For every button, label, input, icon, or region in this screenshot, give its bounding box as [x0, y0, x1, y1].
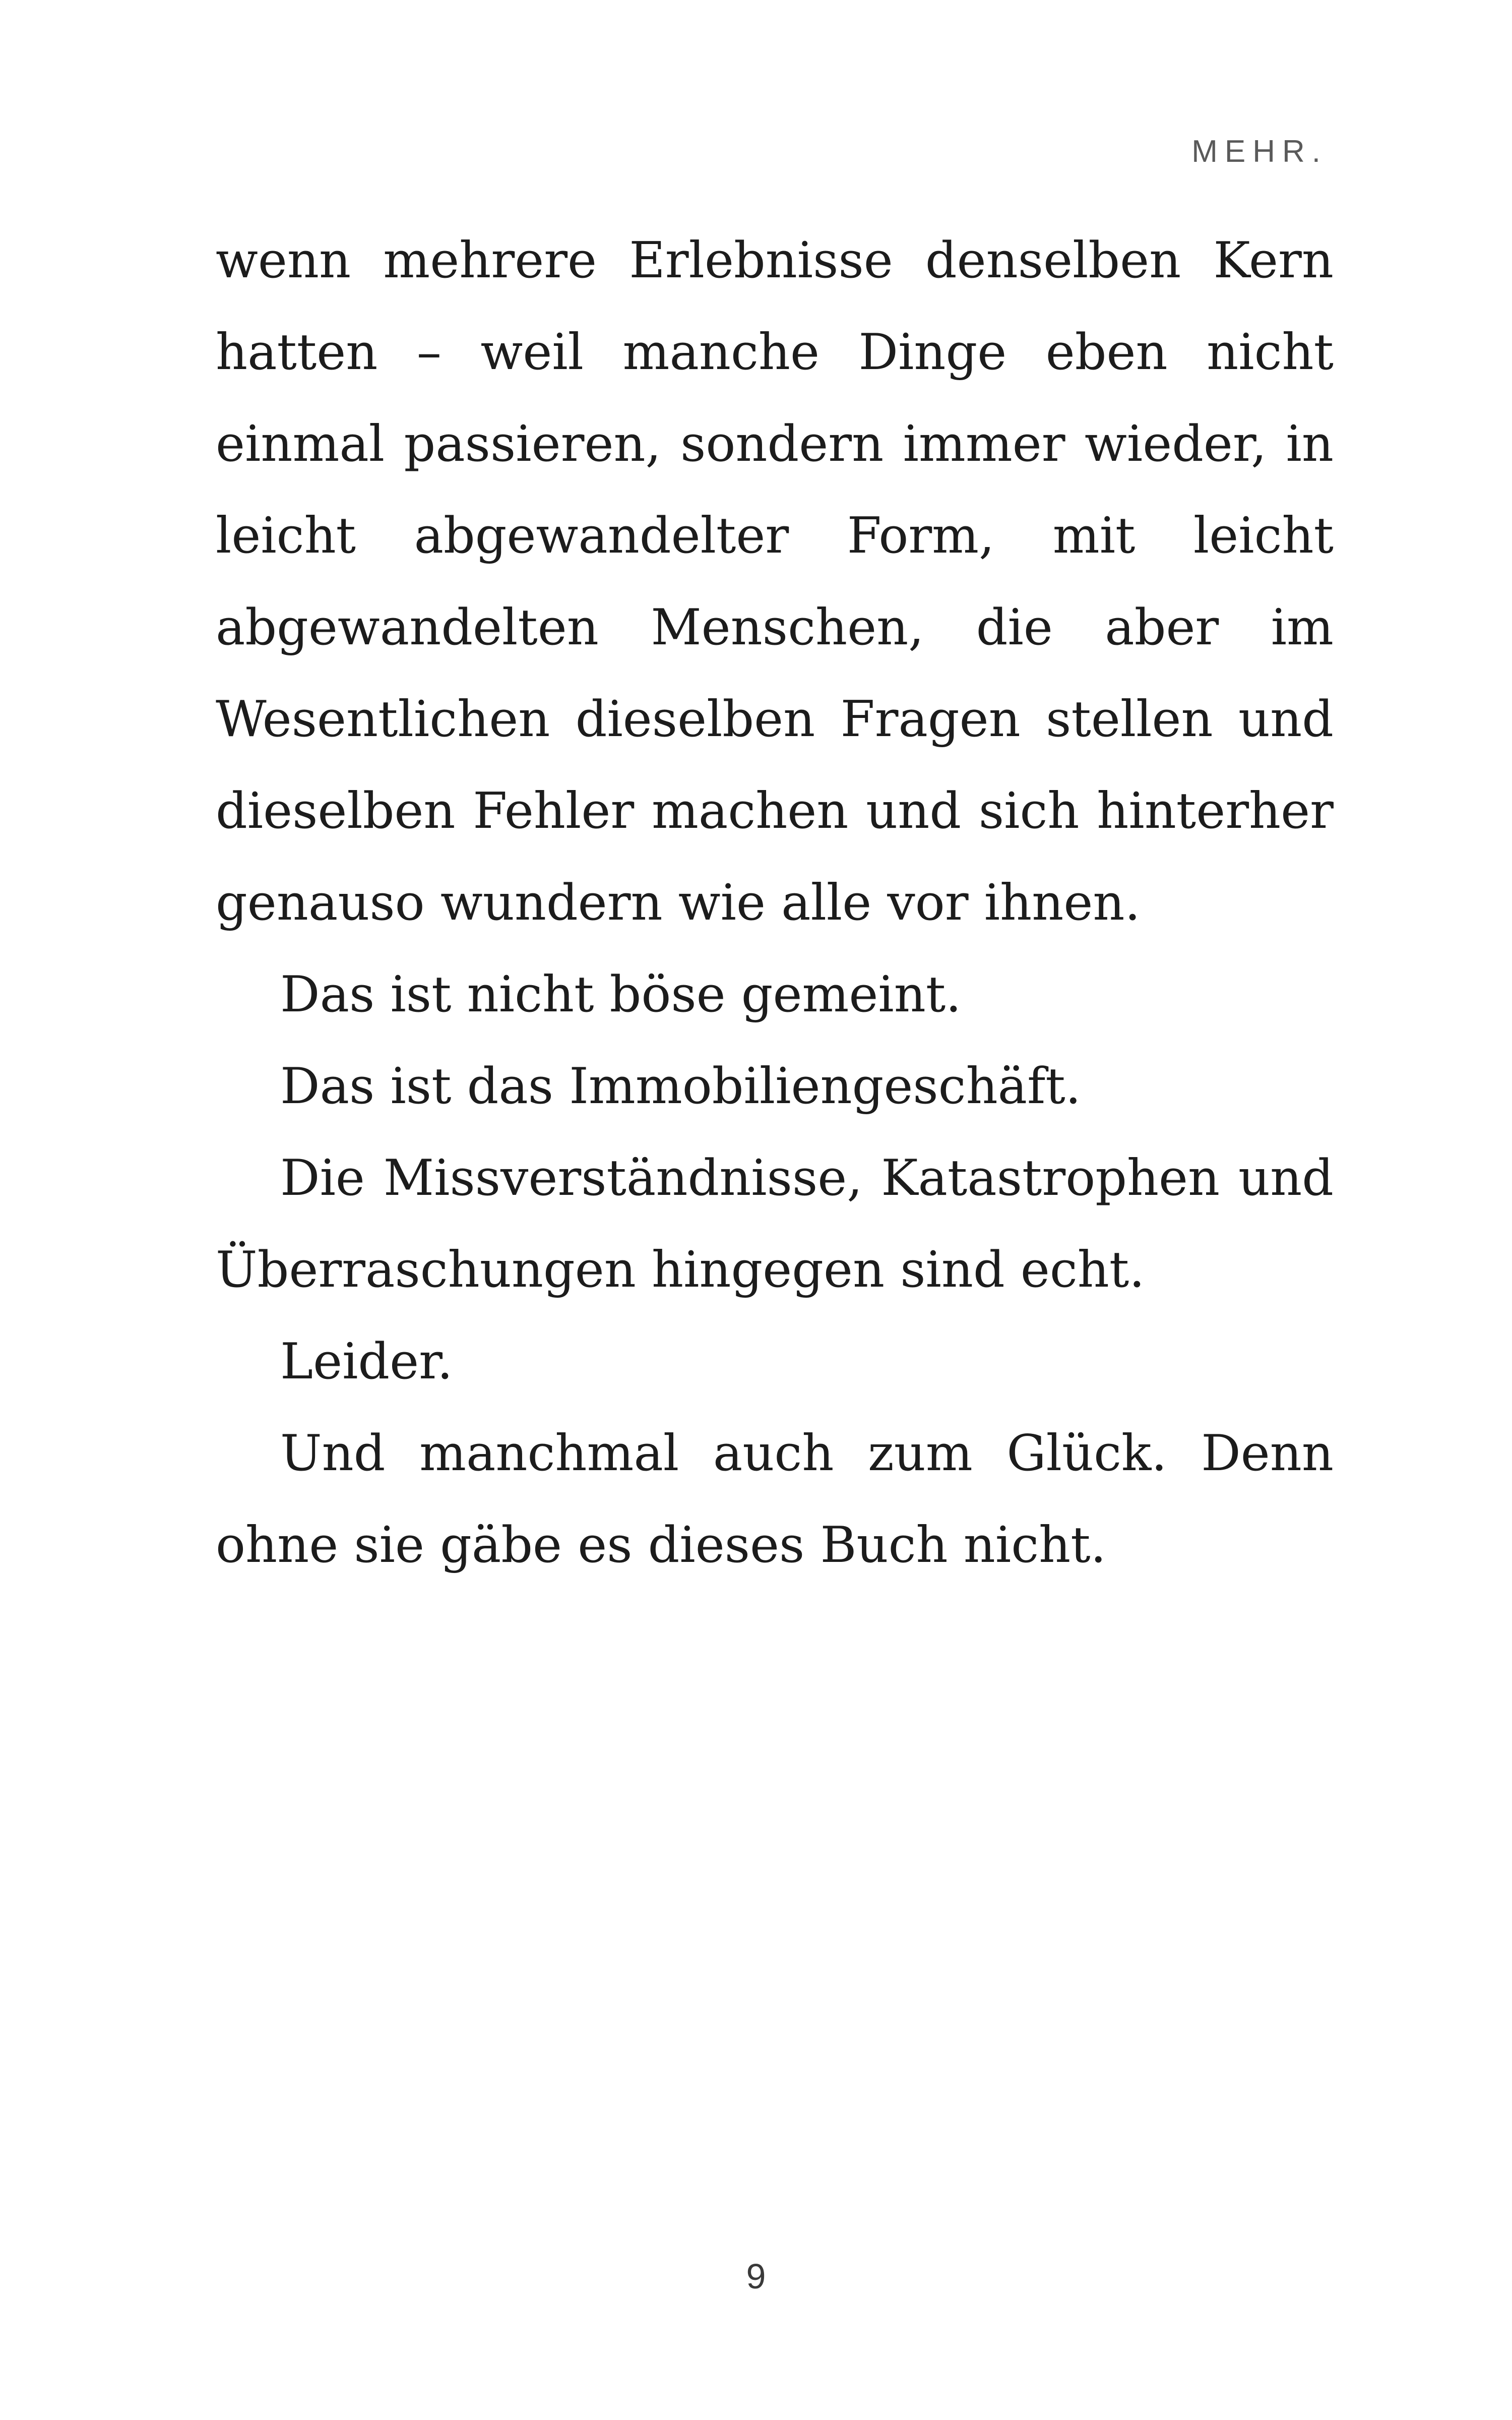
body-text	[216, 215, 1334, 1591]
running-head: MEHR.	[1191, 134, 1328, 169]
paragraph: Das ist das Immobiliengeschäft.	[280, 1058, 1081, 1115]
page-number: 9	[746, 2257, 766, 2296]
paragraph: Die Missverständnisse, Katastrophen und Überraschungen hingegen sind echt.	[216, 1150, 1334, 1299]
paragraph: Das ist nicht böse gemeint.	[280, 966, 962, 1023]
paragraph: Und manchmal auch zum Glück. Denn ohne sie gäbe es dieses Buch nicht.	[216, 1425, 1334, 1574]
paragraph-continuation: wenn mehrere Erlebnisse denselben Kern hatten – weil manche Dinge eben nicht einmal passieren, sondern immer wieder, in leicht abgewandelter Form, mit leicht abgewandelten Menschen, die aber im Wesentlichen dieselben Fragen stellen und dieselben Fehler machen und sich hinterher genauso wundern wie alle vor ihnen.	[216, 232, 1334, 932]
paragraph: Leider.	[280, 1333, 453, 1390]
